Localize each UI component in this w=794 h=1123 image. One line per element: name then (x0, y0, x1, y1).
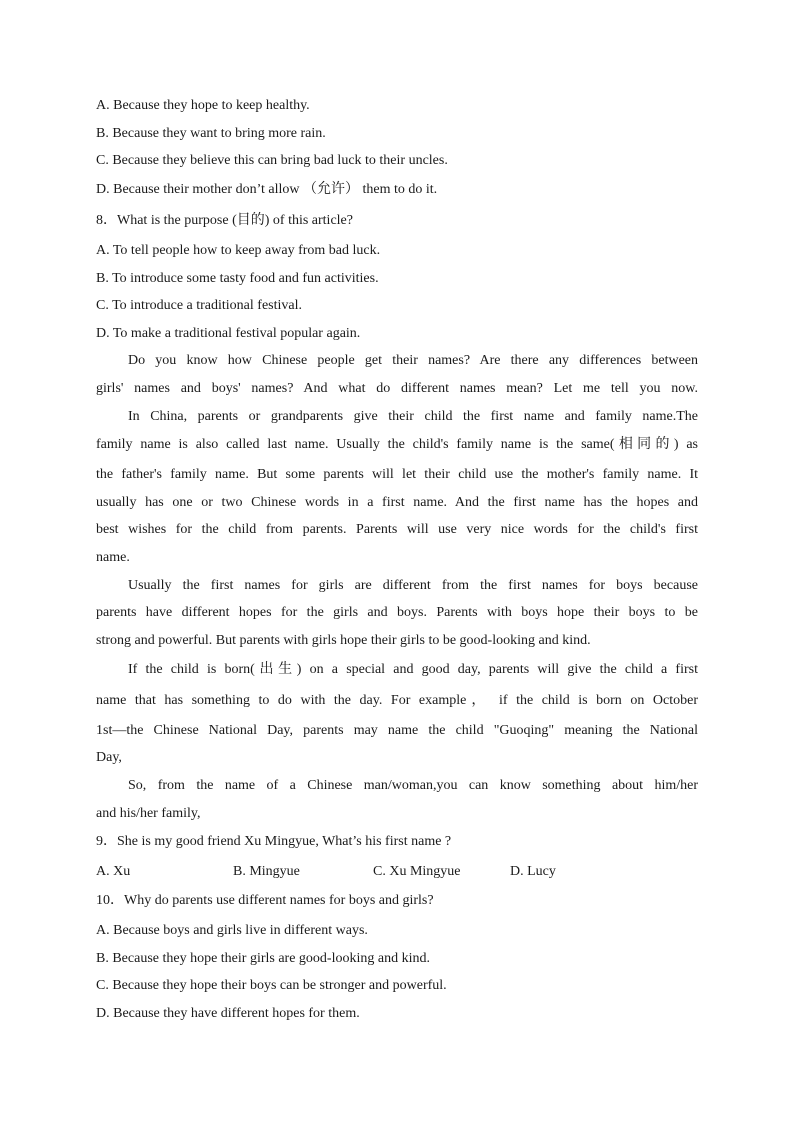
passage-p4-line: If the child is born(出生) on a special and good day, parents will give the child a first (128, 662, 698, 677)
passage-p2-line: usually has one or two Chinese words in a first name. And the first name has the hopes and (96, 495, 698, 510)
q8-option-a: A. To tell people how to keep away from bad luck. (96, 243, 381, 258)
passage-p3-line: strong and powerful. But parents with girls hope their girls to be good-looking and kind. (96, 633, 591, 648)
passage-p2-line: best wishes for the child from parents. Parents will use very nice words for the child's first (96, 522, 698, 537)
q8-option-b: B. To introduce some tasty food and fun activities. (96, 271, 379, 286)
passage-p5-line: So, from the name of a Chinese man/woman,you can know something about him/her (128, 778, 698, 793)
passage-p3-line: Usually the first names for girls are different from the first names for boys because (128, 578, 698, 593)
q8-option-d: D. To make a traditional festival popular again. (96, 326, 361, 341)
passage-p2-line: In China, parents or grandparents give their child the first name and family name.The (128, 409, 698, 424)
q10-option-d: D. Because they have different hopes for them. (96, 1006, 360, 1021)
q7-option-c: C. Because they believe this can bring bad luck to their uncles. (96, 153, 448, 168)
q10-option-c: C. Because they hope their boys can be stronger and powerful. (96, 978, 447, 993)
q9-option-d: D. Lucy (510, 864, 556, 879)
q9-option-a: A. Xu (96, 864, 131, 879)
q9-stem: 9．She is my good friend Xu Mingyue, What’s his first name ? (96, 834, 452, 849)
passage-p4-line: Day, (96, 750, 122, 765)
passage-p4-line: name that has something to do with the day. For example， if the child is born on October (96, 693, 698, 708)
q9-option-c: C. Xu Mingyue (373, 864, 461, 879)
q10-option-b: B. Because they hope their girls are good-looking and kind. (96, 951, 430, 966)
q9-option-b: B. Mingyue (233, 864, 300, 879)
q8-stem: 8．What is the purpose (目的) of this article? (96, 213, 353, 228)
passage-p2-line: name. (96, 550, 130, 565)
passage-p1-line: girls' names and boys' names? And what do different names mean? Let me tell you now. (96, 381, 698, 396)
q10-option-a: A. Because boys and girls live in different ways. (96, 923, 368, 938)
passage-p1-line: Do you know how Chinese people get their names? Are there any differences between (128, 353, 698, 368)
passage-p2-line: the father's family name. But some parents will let their child use the mother's family name. It (96, 467, 698, 482)
passage-p2-line: family name is also called last name. Usually the child's family name is the same(相同的) as (96, 437, 698, 452)
q7-option-b: B. Because they want to bring more rain. (96, 126, 326, 141)
passage-p3-line: parents have different hopes for the girls and boys. Parents with boys hope their boys to be (96, 605, 698, 620)
q10-stem: 10．Why do parents use different names for boys and girls? (96, 893, 434, 908)
passage-p5-line: and his/her family, (96, 806, 201, 821)
passage-p4-line: 1st—the Chinese National Day, parents may name the child "Guoqing" meaning the National (96, 723, 698, 738)
q7-option-d: D. Because their mother don’t allow （允许） them to do it. (96, 182, 438, 197)
q7-option-a: A. Because they hope to keep healthy. (96, 98, 310, 113)
q8-option-c: C. To introduce a traditional festival. (96, 298, 302, 313)
